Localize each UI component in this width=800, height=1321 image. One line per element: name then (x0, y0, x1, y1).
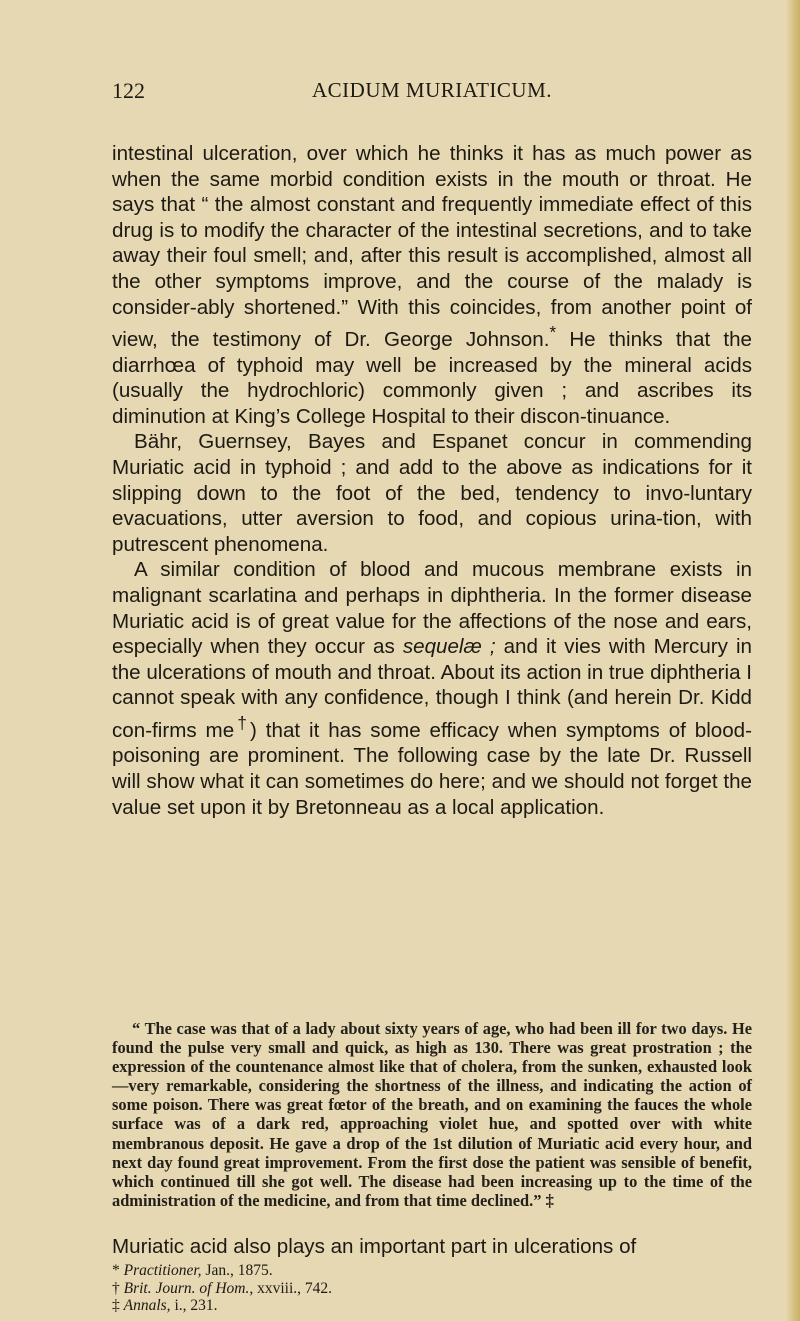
paragraph-2: Bähr, Guernsey, Bayes and Espanet concur in commending Muriatic acid in typhoid ; and add to the above as indications for it slipping down to the foot of the bed, tendency to invo-luntary evacuations, utter aversion to food, and copious urina-tion, with putrescent phenomena. (112, 430, 752, 556)
footnote-1 (112, 1262, 752, 1280)
paragraph-3-text-b: and it vies with Mercury in the ulcerations of mouth and throat. About its action in true diphtheria I cannot speak with any confidence, though I think (and herein Dr. Kidd con-firms me (112, 635, 752, 742)
footnote-source: Practitioner, (123, 1262, 202, 1279)
paragraph-1-text-a: intestinal ulceration, over which he thinks it has as much power as when the same morbid condition exists in the mouth or throat. He says that “ the almost constant and frequently immediate effect of this drug is to modify the character of the intestinal secretions, and to take away their foul smell; and, after this result is accomplished, almost all the other symptoms improve, and the course of the malady is consider-ably shortened.” With this coincides, from another point of view, the testimony of Dr. George Johnson. (112, 142, 752, 352)
paragraph-3 (112, 557, 752, 820)
page-edge-shadow (786, 0, 800, 1321)
footnote-detail: xxviii., 742. (253, 1279, 333, 1297)
main-text (112, 141, 752, 820)
footnote-source: Annals, (123, 1297, 171, 1314)
footnote-ref-dagger: † (234, 712, 251, 733)
running-title: ACIDUM MURIATICUM. (311, 78, 552, 102)
footnotes (112, 1262, 752, 1315)
footnote-ref-double-dagger: ‡ (541, 1190, 554, 1210)
paragraph-1 (112, 141, 752, 429)
case-quotation (112, 1019, 752, 1210)
page-number: 122 (112, 78, 145, 103)
footnote-detail: i., 231. (170, 1297, 218, 1314)
footnote-mark: † (112, 1279, 124, 1297)
footnote-3 (112, 1297, 752, 1315)
footnote-mark: ‡ (112, 1297, 124, 1314)
paragraph-1-text-b: He thinks that the diarrhœa of typhoid may well be increased by the mineral acids (usually the hydrochloric) commonly given ; and ascribes its diminution at King’s College Hospital to their discon-tinuance. (112, 328, 752, 428)
paragraph-3-text-c: ) that it has some efficacy when symptoms of blood-poisoning are prominent. The following case by the late Dr. Russell will show what it can sometimes do here; and we should not forget the value set upon it by Bretonneau as a local application. (112, 718, 752, 819)
footnote-ref-star: * (549, 322, 557, 343)
closing-line: Muriatic acid also plays an important part in ulcerations of (112, 1235, 637, 1258)
page-header (112, 78, 752, 108)
footnote-detail: Jan., 1875. (201, 1262, 273, 1279)
footnote-mark: * (112, 1262, 124, 1279)
paragraph-3-text-a: A similar condition of blood and mucous membrane exists in malignant scarlatina and perhaps in diphtheria. In the former disease Muriatic acid is of great value for the affections of the nose and ears, especially when they occur as (112, 558, 752, 659)
italic-sequelae: sequelæ ; (402, 635, 496, 659)
quotation-paragraph (112, 1019, 752, 1210)
footnote-2 (112, 1280, 752, 1298)
quotation-text: “ The case was that of a lady about sixty years of age, who had been ill for two days. He found the pulse very small and quick, as high as 130. There was great prostration ; the expression of the countenance almost like that of cholera, from the sunken, exhausted look—very remarkable, considering the shortness of the illness, and indicating the action of some poison. There was great fœtor of the breath, and on examining the fauces the whole surface was of a dark red, approaching violet hue, and spotted over with white membranous deposit. He gave a drop of the 1st dilution of Muriatic acid every hour, and next day found great improvement. From the first dose the patient was sensible of benefit, which continued till she got well. The disease had been increasing up to the time of the administration of the medicine, and from that time declined.” (112, 1019, 752, 1210)
footnote-source: Brit. Journ. of Hom., (123, 1279, 254, 1297)
